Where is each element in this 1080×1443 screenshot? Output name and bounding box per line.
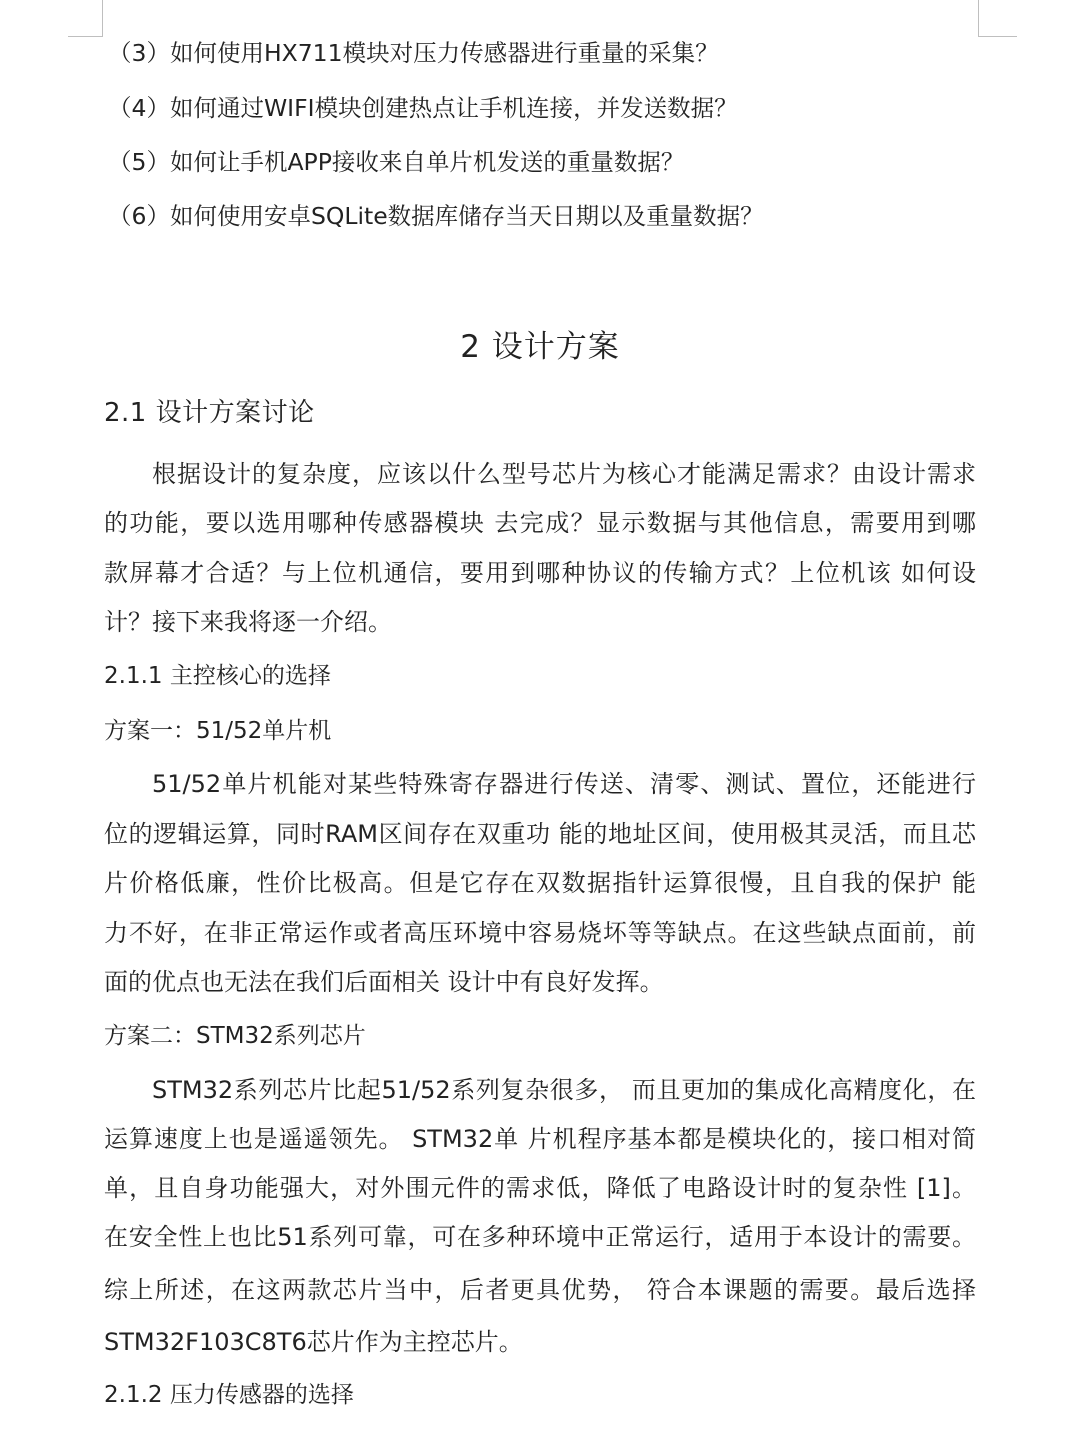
paragraph-line: 力不好，在非正常运作或者高压环境中容易烧坏等等缺点。在这些缺点面前，前 — [104, 919, 976, 947]
option-title: 方案一：51/52单片机 — [104, 718, 332, 744]
crop-mark-right — [978, 0, 1017, 37]
question-item: （6）如何使用安卓SQLite数据库储存当天日期以及重量数据？ — [108, 202, 764, 230]
paragraph-line: 款屏幕才合适？与上位机通信，要用到哪种协议的传输方式？上位机该 如何设 — [104, 559, 976, 587]
paragraph-line: 位的逻辑运算，同时RAM区间存在双重功 能的地址区间，使用极其灵活，而且芯 — [104, 820, 976, 848]
paragraph-line: 的功能，要以选用哪种传感器模块 去完成？显示数据与其他信息，需要用到哪 — [104, 509, 976, 537]
question-item: （4）如何通过WIFI模块创建热点让手机连接，并发送数据？ — [108, 94, 738, 122]
paragraph-line: 在安全性上也比51系列可靠，可在多种环境中正常运行，适用于本设计的需要。 — [104, 1223, 976, 1251]
option-title: 方案二：STM32系列芯片 — [104, 1023, 366, 1049]
chapter-title: 2 设计方案 — [460, 329, 620, 365]
paragraph-line: 运算速度上也是遥遥领先。 STM32单 片机程序基本都是模块化的，接口相对简 — [104, 1125, 976, 1153]
paragraph-line: 计？接下来我将逐一介绍。 — [104, 608, 392, 636]
paragraph-line: 根据设计的复杂度，应该以什么型号芯片为核心才能满足需求？由设计需求 — [152, 460, 976, 488]
paragraph-line: 面的优点也无法在我们后面相关 设计中有良好发挥。 — [104, 968, 664, 996]
paragraph-line: STM32系列芯片比起51/52系列复杂很多， 而且更加的集成化高精度化，在 — [152, 1076, 976, 1104]
subsection-title: 2.1.1 主控核心的选择 — [104, 663, 331, 689]
paragraph-line: 片价格低廉，性价比极高。但是它存在双数据指针运算很慢，且自我的保护 能 — [104, 869, 976, 897]
section-title: 2.1 设计方案讨论 — [104, 398, 315, 428]
paragraph-line: STM32F103C8T6芯片作为主控芯片。 — [104, 1328, 523, 1356]
crop-mark-left — [68, 0, 103, 37]
paragraph-line: 综上所述，在这两款芯片当中，后者更具优势， 符合本课题的需要。最后选择 — [104, 1276, 976, 1304]
question-item: （5）如何让手机APP接收来自单片机发送的重量数据？ — [108, 148, 685, 176]
subsection-title: 2.1.2 压力传感器的选择 — [104, 1382, 354, 1408]
paragraph-line: 51/52单片机能对某些特殊寄存器进行传送、清零、测试、置位，还能进行 — [152, 770, 976, 798]
paragraph-line: 单，且自身功能强大，对外围元件的需求低，降低了电路设计时的复杂性 [1]。 — [104, 1174, 976, 1202]
question-item: （3）如何使用HX711模块对压力传感器进行重量的采集？ — [108, 39, 719, 67]
